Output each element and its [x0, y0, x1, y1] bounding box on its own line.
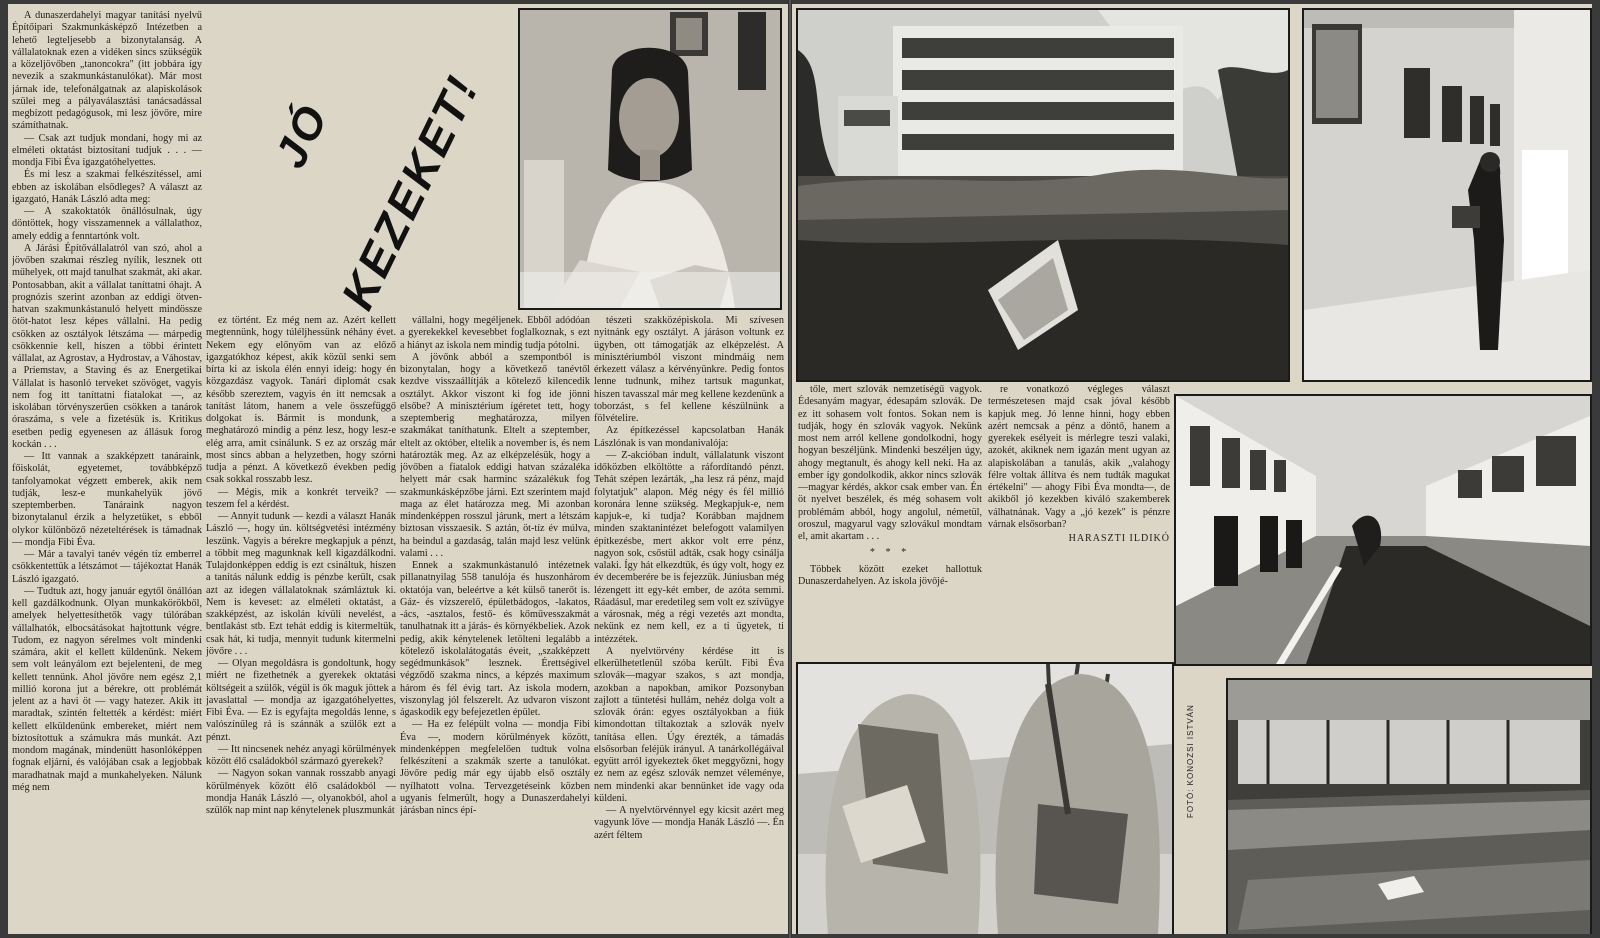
- courtyard-image: [1176, 396, 1590, 664]
- building-image: [798, 10, 1288, 380]
- paragraph: tőle, mert szlovák nemzetiségű vagyok. Édesanyám magyar, édesapám szlovák. De ez itt sohasem volt fontos. Sokan nem is tudják, hogy én szlovák vagyok. Nekünk most nem arról kellene gondolkodni, hogy hogyan beszéljünk. Mindenki beszéljen úgy, ahogy megtanult, és ahogy kell neki. Ha az ember így gondolkodik, akkor nincs szlovák—magyar kérdés, akkor csak ember van. Én öt nyelvet beszélek, és még sohasem volt problémám abból, hogy angolul, németül, oroszul, magyarul vagy szlovákul mondtam el, amit akartam . . .: [798, 384, 982, 542]
- paragraph: — Már a tavalyi tanév végén tíz emberrel csökkentettük a létszámot — tájékoztat Hanák László igazgató.: [12, 549, 202, 585]
- paragraph: — Olyan megoldásra is gondoltunk, hogy miért ne fizethetnék a gyerekek oktatási költségeit a szülők, végül is ők maguk jöttek a javaslattal — mondja az igazgatóhelyettes, Fibi Éva. — Ez is egyfajta megoldás lenne, s valószínűleg rá is szánnák a szülők ezt a pénzt.: [206, 658, 396, 743]
- paragraph: A jövőnk abból a szempontból is bizonytalan, hogy a következő tanévtől kezdve visszaállítják a kötelező kilencedik osztályt. Akkor viszont ki fog ide jönni elsőbe? A minisztérium ígéretet tett, hogy szeptemberig meghatározza, milyen szakmákat taníthatunk. Eltelt a szeptember, eltelt az október, eltelik a november is, és nem határozták meg. Az az elképzelésük, hogy a jövőben a fiatalok eddigi hatvan százaléka helyett már csak harminc százalékuk fog szakmunkásképzőbe járni. Ezt szerintem majd maga az élet határozza meg. Mi azonban mindenképpen rosszul járunk, mert a létszám biztosan visszaesik. S aztán, öt-tíz év múlva, ha beindul a gazdaság, talán majd lesz velünk valami . . .: [400, 351, 590, 559]
- paragraph: — Annyit tudunk — kezdi a választ Hanák László —, hogy ún. költségvetési intézmény leszünk. Vagyis a bérekre megkapjuk a pénzt, a többit meg magunknak kell kigazdálkodni. Tulajdonképpen eddig is ezt csináltuk, hiszen a tanítás nálunk eddig is pénzbe került, csak azt az idegen vállalatoknak számláztuk ki. Nem is keveset: az elméleti oktatást, a szakképzést, az iskolán kívüli nevelést, a bentlakást stb. Ezt tehát eddig is kitermeltük, csak hát, ki tudja, mennyit tudunk kitermelni jövőre . . .: [206, 511, 396, 657]
- text-column-5: [798, 384, 982, 656]
- paragraph: re vonatkozó végleges választ természetesen majd csak jóval később kapjuk meg. Jó lenne hinni, hogy ebben azért nemcsak a pénz a döntő, hanem a gyerekek esélyeit is mérlegre teszi valaki, azokét, akiknek nem igazán ment ugyan az alapiskolában a tanulás, akik „valahogy félre voltak állítva és nem tudták magukat értékelni" — ahogy Fibi Éva mondta—, de akikből jó kezekben kiváló szakemberek válhatnának. Vagy a „jó kezek" is pénzre várnak elsősorban?: [988, 384, 1170, 530]
- paragraph: A Járási Építővállalatról van szó, ahol a jövőben szakmai részleg nyílik, lesznek ott műhelyek, ott majd tanulhat szakmát, aki akar. Pontosabban, akit a vállalat taníttatni óhajt. A prognózis szerint azonban az eddigi ötven-hatvan szakmunkástanuló helyett mindössze ötöt-hatot lesz képes vállalni. Ha pedig csökken az osztályok létszáma — márpedig csökkennie kell, hiszen a többi érintett vállalat, az Agrostav, a Hydrostav, a Váhostav, a Priemstav, a Staving és az Energetikai Vállalat is hasonló terveket szövöget, vagyis nem fog itt taníttatni fiatalokat —, az iskolában törvényszerűen csökken a tanárok óraszáma, s vele a fizetésük is. Kritikus esetben pedig egyenesen az állásuk forog kockán . . .: [12, 242, 202, 450]
- corridor-image: [1304, 10, 1590, 380]
- paragraph: tészeti szakközépiskola. Mi szívesen nyitnánk egy osztályt. A járáson voltunk ez ügyben, ott támogatják az elképzelést. A minisztériumból viszont mindmáig nem érkezett válasz a kérvényünkre. Pedig fontos lenne tudnunk, mihez tartsuk magunkat, hiszen tavasszal már meg kellene kezdenünk a toborzást, s fel kellene készülnünk a fölvételire.: [594, 315, 784, 424]
- paragraph: És mi lesz a szakmai felkészítéssel, ami ebben az iskolában elsődleges? A választ az igazgató, Hanák László adta meg:: [12, 169, 202, 205]
- students-image: [798, 664, 1172, 934]
- classroom-photo: [1226, 678, 1592, 934]
- photo-credit: FOTÓ: KONOZSI ISTVÁN: [1186, 704, 1195, 818]
- building-photo: [796, 8, 1290, 382]
- paragraph: — Itt vannak a szakképzett tanáraink, főiskolát, egyetemet, továbbképző tanfolyamokat végzett emberek, akik nem tudják, lesz-e munkahelyük jövő szeptemberben. Tanáraink nagyon bizonytalanul érzik a helyzetüket, s ebből olykor különböző nézeteltérések is támadnak — mondja Fibi Éva.: [12, 451, 202, 548]
- left-page: [8, 4, 788, 934]
- paragraph: Többek között ezeket hallottuk Dunaszerdahelyen. Az iskola jövőjé-: [798, 563, 982, 587]
- headline-line-1: JÓ: [266, 95, 339, 176]
- courtyard-photo: [1174, 394, 1592, 666]
- text-column-1: [12, 10, 202, 932]
- paragraph: — Itt nincsenek nehéz anyagi körülmények között élő családokból származó gyerekek?: [206, 743, 396, 767]
- headline-line-2: KEZEKET!: [330, 66, 489, 318]
- portrait-image: [520, 10, 780, 308]
- paragraph: — Ha ez felépült volna — mondja Fibi Éva —, modern körülmények között, mindenképpen megfelelően tudtuk volna felkészíteni a szakmák szerte a tanulókat. Jövőre pedig már egy újabb első osztály nyílhatott volna. Tervezgetéseink közben ugyanis felmerült, hogy a Dunaszerdahelyi járásban nincs épí-: [400, 719, 590, 816]
- paragraph: vállalni, hogy megéljenek. Ebből adódóan a gyerekekkel kevesebbet foglalkoznak, s ezt a hiányt az iskola nem mindig tudja pótolni.: [400, 315, 590, 351]
- text-column-6: [988, 384, 1170, 656]
- paragraph: A dunaszerdahelyi magyar tanítási nyelvű Építőipari Szakmunkásképző Intézetben a lehető legteljesebb a bizonytalanság. A vállalatoknak ezen a vidéken sincs szükségük a közeljövőben „tanoncokra" (itt jobbára így nevezik a szakmunkástanulókat). Már most járnak ide, telefonálgatnak az alapiskolások szülei meg a pályaválasztási tanácsadással megbízott pedagógusok, mi lesz jövőre, mire számíthatnak.: [12, 10, 202, 132]
- text-column-4: [594, 315, 784, 932]
- classroom-image: [1228, 680, 1590, 934]
- paragraph: Ennek a szakmunkástanuló intézetnek pillanatnyilag 558 tanulója és huszonhárom oktatója van, beleértve a két külső tanerőt is. Gáz- és vízszerelő, épületbádogos, -lakatos, -ács, -asztalos, festő- és kőművesszakmát tanulhatnak itt a járás- és környékbeliek. Azok pedig, akik kénytelenek letölteni legalább a kötelező iskolalátogatás éveit, „szakképzett segédmunkások" lesznek. Érettségivel végződő szakma nincs, a képzés maximum három és fél évig tart. Az iskola modern, viszonylag jól felszerelt. Az udvaron viszont ágaskodik egy befejezetlen épület.: [400, 560, 590, 718]
- headline: [226, 66, 546, 318]
- text-column-2: [206, 315, 396, 932]
- portrait-photo: [518, 8, 782, 310]
- corridor-photo: [1302, 8, 1592, 382]
- paragraph: Az építkezéssel kapcsolatban Hanák Lászlónak is van mondanivalója:: [594, 425, 784, 449]
- students-photo: [796, 662, 1174, 934]
- paragraph: — Z-akcióban indult, vállalatunk viszont időközben elköltötte a ráfordítandó pénzt. Tehát szépen lezárták, „ha lesz rá pénz, majd folytatjuk" alapon. Még négy és fél millió koronára lenne szükség. Megkapjuk-e, nem kapjuk-e, ki tudja? Korábban majdnem minden szaktanintézet belefogott valamilyen építkezésbe, mert akkor volt erre pénz, nagyon sok, csőstül adták, csak hogy csinálja valaki. Így hát elkezdtük, és úgy volt, hogy ez év decemberére be is fejezzük. Júniusban még lézengett itt egy-két ember, de azóta semmi. Ráadásul, mar eredetileg sem volt ez szívügye a városnak, még a régi vezetés azt mondta, nekünk ez nem kell, ez a ti ügyetek, ti intézzétek.: [594, 449, 784, 645]
- paragraph: — A nyelvtörvénnyel egy kicsit azért meg vagyunk lőve — mondja Hanák László —. Én azért féltem: [594, 805, 784, 841]
- section-separator: * * *: [869, 547, 911, 559]
- text-column-3: [400, 315, 590, 932]
- paragraph: — Mégis, mik a konkrét terveik? — teszem fel a kérdést.: [206, 486, 396, 510]
- paragraph: — Tudtuk azt, hogy január egytől önállóan kell gazdálkodnunk. Olyan munkakörökből, amelyek helyettesíthetők vagy túlórában vállalhatók, elbocsátásokat hajtottunk végre. Tudom, ez nagyon sérelmes volt mindenki számára, akit el kellett küldenünk. Nekem sem volt leányálom ezt bejelenteni, de meg kellett tennünk. Ahol jövőre nem egész 2,1 millió korona jut a bérekre, ott problémát jelent az a havi öt — vagy hatezer. Akik itt maradtak, szintén feltették a kérdést: miért kellett elküldenünk embereket, miért nem biztosítottuk a számukra más munkát. Azt mondom magának, mindenütt hasonlóképpen fognak eljárni, és valójában csak a legjobbak maradhatnak majd a munkahelyeken. Nálunk még nem: [12, 585, 202, 793]
- author-signature: HARASZTI ILDIKÓ: [1068, 533, 1170, 544]
- paragraph: — Csak azt tudjuk mondani, hogy mi az elméleti oktatást biztosítani tudjuk . . . — mondja Fibi Éva igazgatóhelyettes.: [12, 132, 202, 168]
- paragraph: — Nagyon sokan vannak rosszabb anyagi körülmények között élő családokból — mondja Hanák László —, olyanokból, ahol a szülők nap mint nap kénytelenek pluszmunkát: [206, 768, 396, 816]
- paragraph: ez történt. Ez még nem az. Azért kellett megtennünk, hogy túléljhessünk néhány évet. Nekem egy előnyöm van az előző igazgatókhoz képest, akik közül senki sem bírta ki az iskola élén ennyi ideig: hogy én közgazdász vagyok. Tanári diplomát csak később szereztem, vagyis én itt nemcsak a tanítást látom, hanem a vele összefüggő dolgokat is. Bármit is mondunk, a meghatározó mindig a pénz lesz, hogy lesz-e elég arra, amit csinálunk. S ez az ország már most sincs abban a helyzetben, hogy szórni tudja a pénzt. A következő években pedig csak sokkal rosszabb lesz.: [206, 315, 396, 486]
- paragraph: — A szakoktatók önállósulnak, úgy döntöttek, hogy visszamennek a vállalathoz, amely eddig a fenntartónk volt.: [12, 206, 202, 242]
- paragraph: A nyelvtörvény kérdése itt is elkerülhetetlenül szóba került. Fibi Éva szlovák—magyar szakos, s azt mondja, azokban a napokban, amikor Pozsonyban zajlott a tüntetési hullám, nehéz dolga volt a szlovák órán: egyes osztályokban a fiúk kimondottan tiltakoztak a szlovák nyelv tanítása ellen. Úgy érezték, a támadás elsősorban feléjük irányul. A tanárkollégáival együtt arról igyekeztek őket meggyőzni, hogy ez nem az egész szlovák nemzet véleménye, nem mindenki akar bennünket ide vagy oda küldeni.: [594, 645, 784, 804]
